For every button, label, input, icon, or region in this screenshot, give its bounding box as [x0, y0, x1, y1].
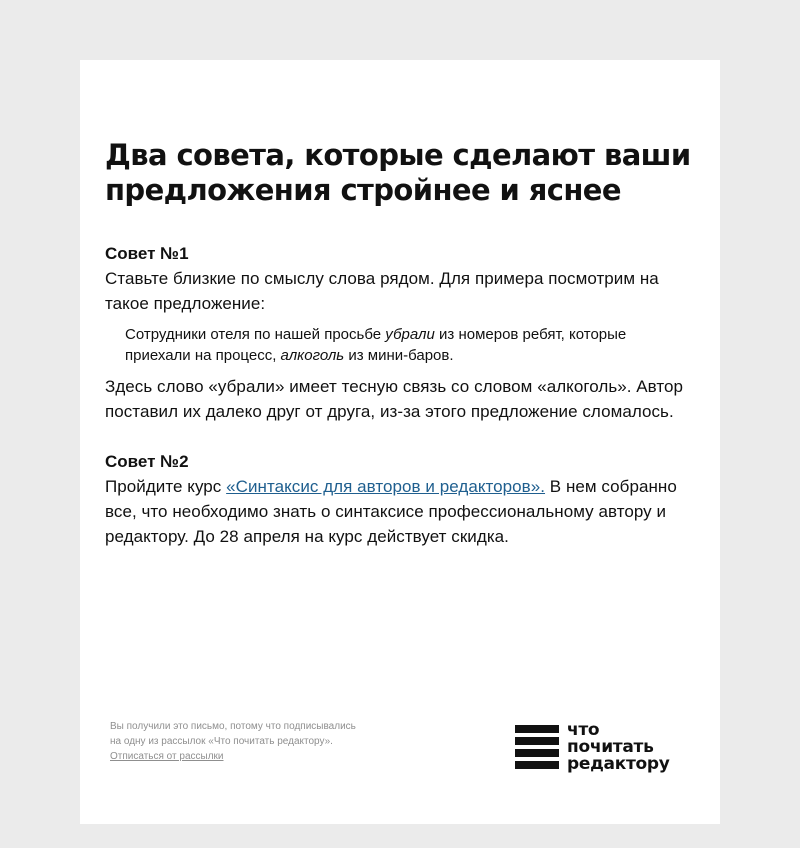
quote-part1: Сотрудники отеля по нашей просьбе — [125, 326, 386, 343]
quote-part3: из мини-баров. — [344, 347, 454, 364]
email-title: Два совета, которые сделают ваши предложения стройнее и яснее — [105, 138, 691, 207]
unsubscribe-link[interactable]: Отписаться от рассылки — [110, 751, 224, 762]
logo-line-1: что — [567, 720, 600, 740]
logo-bars-icon — [515, 725, 559, 771]
footer-line-1: Вы получили это письмо, потому что подписывались — [110, 721, 356, 732]
tip1-intro: Ставьте близкие по смыслу слова рядом. Для примера посмотрим на такое предложение: — [105, 269, 659, 313]
course-link[interactable]: «Синтаксис для авторов и редакторов». — [226, 477, 546, 496]
quote-emphasis-1: убрали — [385, 326, 435, 343]
tip1-heading: Совет №1 — [105, 244, 189, 263]
tip2-text — [105, 474, 695, 549]
tip2-text-before: Пройдите курс — [105, 477, 227, 496]
footer-note — [110, 719, 410, 764]
example-quote — [125, 324, 695, 366]
tip2-text-after: В нем собранно все, что необходимо знать о синтаксисе профессиональному автору и редактору. До 28 апреля на курс действует скидка. — [105, 477, 677, 546]
email-card — [80, 60, 720, 824]
tip2-heading: Совет №2 — [105, 452, 189, 471]
logo-line-2: почитать — [567, 737, 654, 757]
logo-line-3: редактору — [567, 754, 670, 774]
logo-text — [567, 722, 670, 773]
footer-line-2: на одну из рассылок «Что почитать редактору». — [110, 736, 333, 747]
quote-part2: из номеров ребят, которые приехали на процесс, — [125, 326, 627, 364]
tip1-explanation: Здесь слово «убрали» имеет тесную связь со словом «алкоголь». Автор поставил их далеко друг от друга, из-за этого предложение сломалось. — [105, 377, 684, 421]
email-content — [105, 138, 695, 549]
quote-emphasis-2: алкоголь — [280, 347, 345, 364]
